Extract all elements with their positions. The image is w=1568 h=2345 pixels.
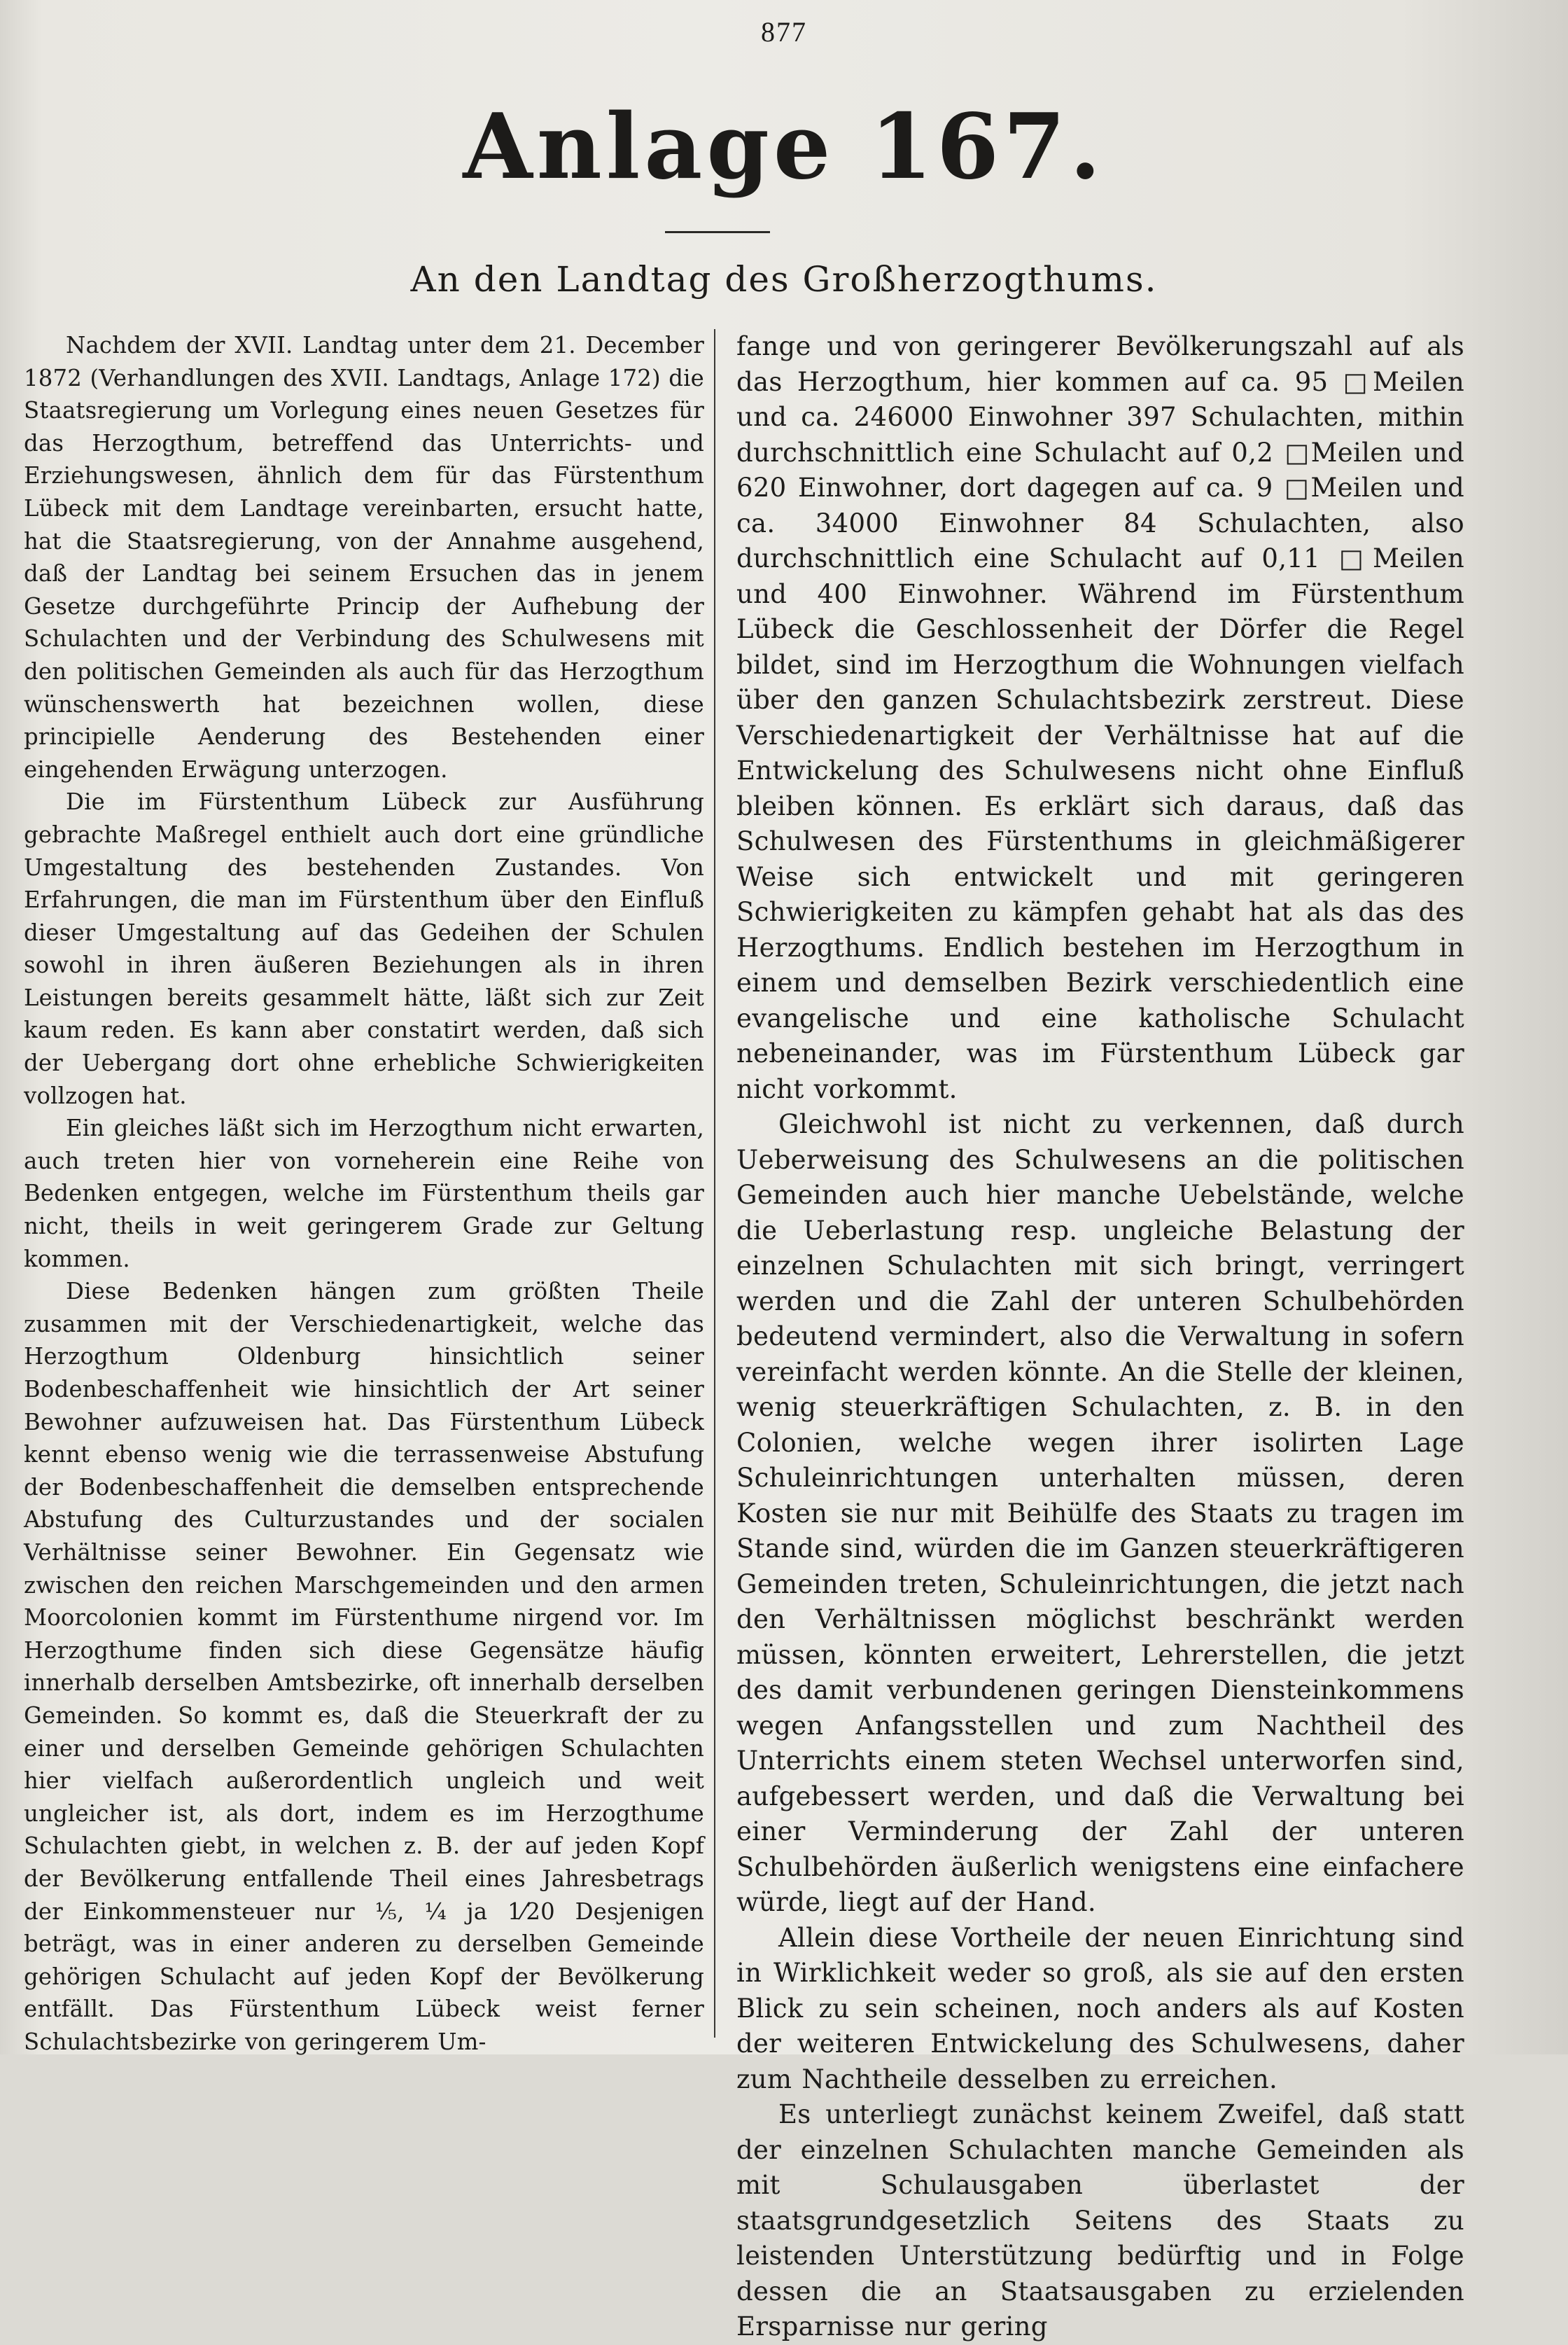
right-paragraph-3: Allein diese Vortheile der neuen Einrichtung sind in Wirklichkeit weder so groß, als sie auf den ersten Blick zu sein scheinen, noch anders als auf Kosten der weiteren Entwickelung des Schulwesens, daher zum Nachtheile desselben zu erreichen. — [736, 1922, 1464, 2094]
right-column — [736, 329, 1464, 2341]
left-paragraph-4: Diese Bedenken hängen zum größten Theile zusammen mit der Verschiedenartigkeit, welche das Herzogthum Oldenburg hinsichtlich seiner Bodenbeschaffenheit wie hinsichtlich der Art seiner Bewohner aufzuweisen hat. Das Fürstenthum Lübeck kennt ebenso wenig wie die terrassenweise Abstufung der Bodenbeschaffenheit die demselben entsprechende Abstufung des Culturzustandes und der socialen Verhältnisse seiner Bewohner. Ein Gegensatz wie zwischen den reichen Marschgemeinden und den armen Moorcolonien kommt im Fürstenthume nirgend vor. Im Herzogthume finden sich diese Gegensätze häufig innerhalb derselben Amtsbezirke, oft innerhalb derselben Gemeinden. So kommt es, daß die Steuerkraft der zu einer und derselben Gemeinde gehörigen Schulachten hier vielfach außerordentlich ungleich und weit ungleicher ist, als dort, indem es im Herzogthume Schulachten giebt, in welchen z. B. der auf jeden Kopf der Bevölkerung entfallende Theil eines Jahresbetrags der Einkommensteuer nur ⅕, ¼ ja 1⁄20 Desjenigen beträgt, was in einer anderen zu derselben Gemeinde gehörigen Schulacht auf jeden Kopf der Bevölkerung entfällt. Das Fürstenthum Lübeck weist ferner Schulachtsbezirke von geringerem Um- — [24, 1278, 704, 2055]
page-title: Anlage 167. — [463, 95, 1105, 200]
page-subtitle: An den Landtag des Großherzogthums. — [410, 259, 1158, 300]
right-paragraph-2: Gleichwohl ist nicht zu verkennen, daß durch Ueberweisung des Schulwesens an die politischen Gemeinden auch hier manche Uebelstände, welche die Ueberlastung resp. ungleiche Belastung der einzelnen Schulachten mit sich bringt, verringert werden und die Zahl der unteren Schulbehörden bedeutend vermindert, also die Verwaltung in sofern vereinfacht werden könnte. An die Stelle der kleinen, wenig steuerkräftigen Schulachten, z. B. in den Colonien, welche wegen ihrer isolirten Lage Schuleinrichtungen unterhalten müssen, deren Kosten sie nur mit Beihülfe des Staats zu tragen im Stande sind, würden die im Ganzen steuerkräftigeren Gemeinden treten, Schuleinrichtungen, die jetzt nach den Verhältnissen möglichst beschränkt werden müssen, könnten erweitert, Lehrerstellen, die jetzt des damit verbundenen geringen Diensteinkommens wegen Anfangsstellen und zum Nachtheil des Unterrichts einem steten Wechsel unterworfen sind, aufgebessert werden, und daß die Verwaltung bei einer Verminderung der Zahl der unteren Schulbehörden äußerlich wenigstens eine einfachere würde, liegt auf der Hand. — [736, 1109, 1464, 1917]
left-paragraph-3: Ein gleiches läßt sich im Herzogthum nicht erwarten, auch treten hier von vorneherein eine Reihe von Bedenken entgegen, welche im Fürstenthum theils gar nicht, theils in weit geringerem Grade zur Geltung kommen. — [24, 1115, 704, 1272]
right-paragraph-1: fange und von geringerer Bevölkerungszahl auf als das Herzogthum, hier kommen auf ca. 95 □Meilen und ca. 246000 Einwohner 397 Schulachten, mithin durchschnittlich eine Schulacht auf 0,2 □Meilen und 620 Einwohner, dort dagegen auf ca. 9 □Meilen und ca. 34000 Einwohner 84 Schulachten, also durchschnittlich eine Schulacht auf 0,11 □Meilen und 400 Einwohner. Während im Fürstenthum Lübeck die Geschlossenheit der Dörfer die Regel bildet, sind im Herzogthum die Wohnungen vielfach über den ganzen Schulachtsbezirk zerstreut. Diese Verschiedenartigkeit der Verhältnisse hat auf die Entwickelung des Schulwesens nicht ohne Einfluß bleiben können. Es erklärt sich daraus, daß das Schulwesen des Fürstenthums in gleichmäßigerer Weise sich entwickelt und mit geringeren Schwierigkeiten zu kämpfen gehabt hat als das des Herzogthums. Endlich bestehen im Herzogthum in einem und demselben Bezirk verschiedentlich eine evangelische und eine katholische Schulacht nebeneinander, was im Fürstenthum Lübeck gar nicht vorkommt. — [736, 331, 1464, 1104]
title-divider — [665, 231, 770, 233]
right-paragraph-4: Es unterliegt zunächst keinem Zweifel, daß statt der einzelnen Schulachten manche Gemeinden als mit Schulausgaben überlastet der staatsgrundgesetzlich Seitens des Staats zu leistenden Unterstützung bedürftig und in Folge dessen die an Staatsausgaben zu erzielenden Ersparnisse nur gering — [736, 2099, 1464, 2341]
left-column — [24, 329, 704, 2055]
column-divider — [714, 329, 715, 2038]
left-paragraph-1: Nachdem der XVII. Landtag unter dem 21. December 1872 (Verhandlungen des XVII. Landtags, Anlage 172) die Staatsregierung um Vorlegung eines neuen Gesetzes für das Herzogthum, betreffend das Unterrichts- und Erziehungswesen, ähnlich dem für das Fürstenthum Lübeck mit dem Landtage vereinbarten, ersucht hatte, hat die Staatsregierung, von der Annahme ausgehend, daß der Landtag bei seinem Ersuchen das in jenem Gesetze durchgeführte Princip der Aufhebung der Schulachten und der Verbindung des Schulwesens mit den politischen Gemeinden als auch für das Herzogthum wünschenswerth hat bezeichnen wollen, diese principielle Aenderung des Bestehenden einer eingehenden Erwägung unterzogen. — [24, 332, 704, 783]
page-number: 877 — [761, 16, 807, 48]
left-paragraph-2: Die im Fürstenthum Lübeck zur Ausführung gebrachte Maßregel enthielt auch dort eine gründliche Umgestaltung des bestehenden Zustandes. Von Erfahrungen, die man im Fürstenthum über den Einfluß dieser Umgestaltung auf das Gedeihen der Schulen sowohl in ihren äußeren Beziehungen als in ihren Leistungen bereits gesammelt hätte, läßt sich zur Zeit kaum reden. Es kann aber constatirt werden, daß sich der Uebergang dort ohne erhebliche Schwierigkeiten vollzogen hat. — [24, 788, 704, 1109]
